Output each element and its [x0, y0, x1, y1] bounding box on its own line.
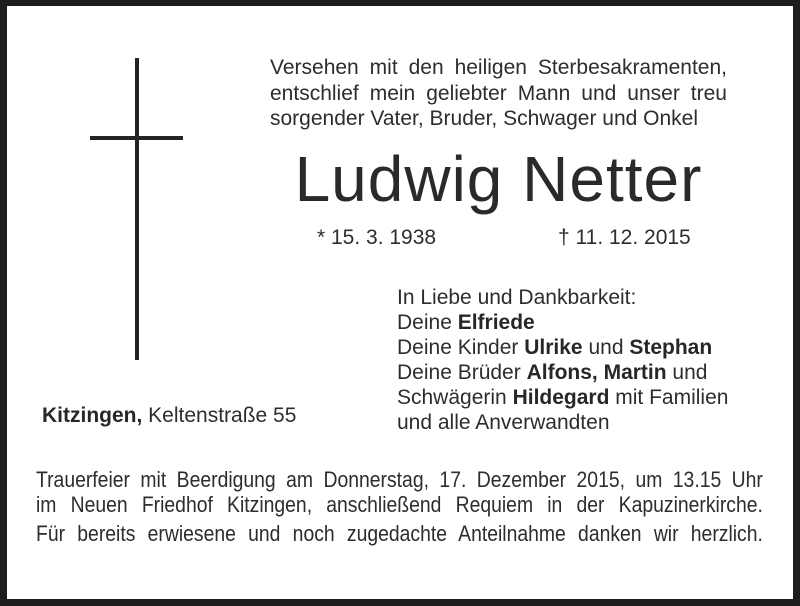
tribute-line: Deine Kinder Ulrike und Stephan: [397, 336, 713, 359]
life-dates: [7, 225, 793, 250]
birth-date: * 15. 3. 1938: [317, 226, 437, 249]
deceased-name: Ludwig Netter: [294, 143, 703, 215]
tribute-line: und alle Anverwandten: [397, 411, 610, 434]
address-line: [42, 403, 296, 428]
tribute-heading: In Liebe und Dankbarkeit:: [397, 286, 637, 309]
tribute-line: Deine Brüder Alfons, Martin und: [397, 361, 708, 384]
tribute-line: Schwägerin Hildegard mit Familien: [397, 386, 729, 409]
funeral-line: Trauerfeier mit Beerdigung am Donnerstag, 17. Dezember 2015, um 13.15 Uhr: [36, 467, 763, 492]
intro-line: sorgender Vater, Bruder, Schwager und Onkel: [270, 107, 699, 130]
death-date: † 11. 12. 2015: [558, 226, 691, 249]
thanks-line: Für bereits erwiesene und noch zugedachte Anteilnahme danken wir herzlich.: [36, 521, 763, 546]
intro-line: Versehen mit den heiligen Sterbesakramenten,: [270, 56, 727, 79]
address-street: Keltenstraße 55: [142, 404, 297, 427]
intro-paragraph: [270, 55, 727, 132]
cross-vertical-bar: [135, 58, 139, 360]
funeral-info-block: [36, 467, 763, 546]
intro-line: entschlief mein geliebter Mann und unser treu: [270, 81, 727, 105]
tribute-line: Deine Elfriede: [397, 311, 535, 334]
mourners-block: [397, 285, 728, 435]
funeral-line: im Neuen Friedhof Kitzingen, anschließend Requiem in der Kapuzinerkirche.: [36, 492, 763, 517]
address-city: Kitzingen,: [42, 404, 143, 427]
cross-horizontal-bar: [90, 136, 183, 140]
